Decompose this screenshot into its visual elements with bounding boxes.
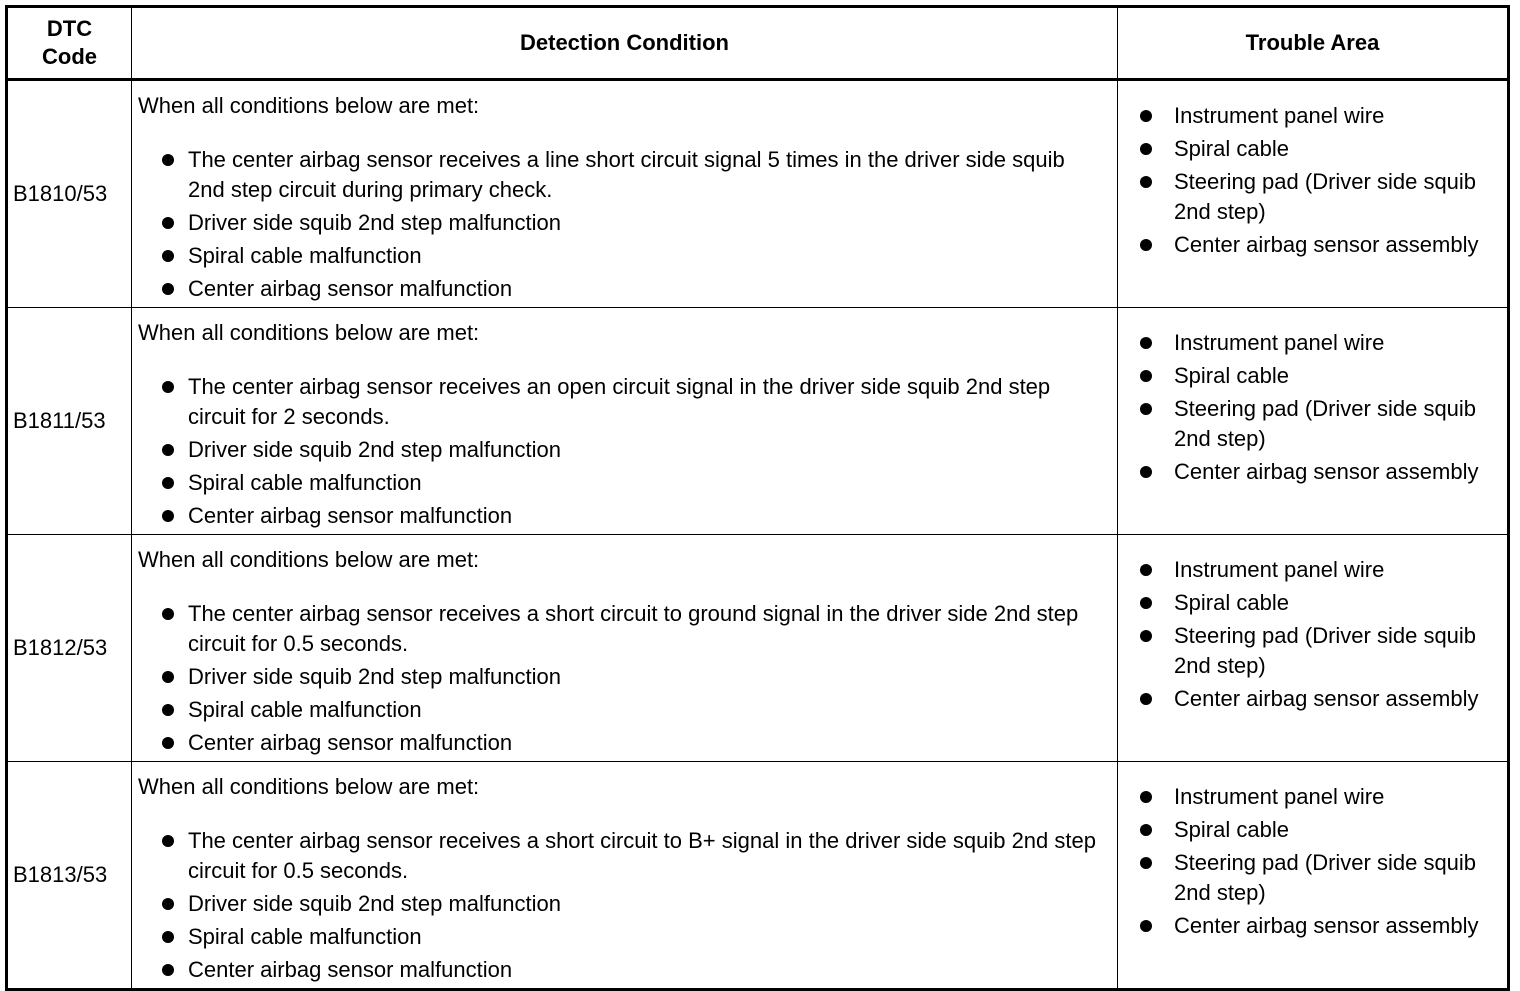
bullet-icon (162, 931, 174, 943)
bullet-icon (1140, 176, 1152, 188)
list-item: Steering pad (Driver side squib 2nd step) (1140, 621, 1497, 681)
dtc-code-cell: B1810/53 (7, 80, 132, 308)
list-item: Center airbag sensor malfunction (144, 501, 1105, 531)
detection-condition-cell (132, 535, 1118, 762)
area-list (1140, 328, 1497, 487)
list-item: Steering pad (Driver side squib 2nd step) (1140, 167, 1497, 227)
list-item: Spiral cable (1140, 134, 1497, 164)
detection-condition-cell (132, 308, 1118, 535)
list-item: The center airbag sensor receives an open circuit signal in the driver side squib 2nd step circuit for 2 seconds. (144, 372, 1105, 432)
list-item: Driver side squib 2nd step malfunction (144, 435, 1105, 465)
bullet-icon (162, 835, 174, 847)
table-row (7, 80, 1509, 308)
condition-list (138, 145, 1105, 304)
list-item: The center airbag sensor receives a short circuit to B+ signal in the driver side squib 2nd step circuit for 0.5 seconds. (144, 826, 1105, 886)
list-item: The center airbag sensor receives a short circuit to ground signal in the driver side 2nd step circuit for 0.5 seconds. (144, 599, 1105, 659)
bullet-icon (1140, 630, 1152, 642)
detection-condition-cell (132, 762, 1118, 990)
list-item: Spiral cable malfunction (144, 241, 1105, 271)
bullet-icon (1140, 791, 1152, 803)
list-item: Spiral cable (1140, 588, 1497, 618)
area-list (1140, 101, 1497, 260)
condition-intro: When all conditions below are met: (138, 320, 480, 345)
trouble-area-cell (1118, 80, 1509, 308)
condition-intro: When all conditions below are met: (138, 774, 480, 799)
bullet-icon (162, 381, 174, 393)
bullet-icon (1140, 403, 1152, 415)
list-item: Instrument panel wire (1140, 555, 1497, 585)
bullet-icon (162, 283, 174, 295)
header-dtc-code: DTC Code (7, 7, 132, 80)
bullet-icon (162, 444, 174, 456)
list-item: Steering pad (Driver side squib 2nd step) (1140, 848, 1497, 908)
list-item: Spiral cable malfunction (144, 468, 1105, 498)
bullet-icon (1140, 466, 1152, 478)
condition-intro: When all conditions below are met: (138, 547, 480, 572)
list-item: Center airbag sensor assembly (1140, 684, 1497, 714)
bullet-icon (162, 510, 174, 522)
list-item: Center airbag sensor malfunction (144, 728, 1105, 758)
condition-list (138, 826, 1105, 985)
dtc-table (5, 5, 1510, 991)
bullet-icon (1140, 337, 1152, 349)
list-item: Instrument panel wire (1140, 101, 1497, 131)
dtc-code-cell: B1812/53 (7, 535, 132, 762)
list-item: Center airbag sensor malfunction (144, 955, 1105, 985)
bullet-icon (162, 154, 174, 166)
list-item: Spiral cable malfunction (144, 922, 1105, 952)
list-item: Steering pad (Driver side squib 2nd step) (1140, 394, 1497, 454)
bullet-icon (162, 608, 174, 620)
dtc-code-cell: B1811/53 (7, 308, 132, 535)
list-item: Driver side squib 2nd step malfunction (144, 662, 1105, 692)
bullet-icon (162, 477, 174, 489)
bullet-icon (1140, 239, 1152, 251)
bullet-icon (162, 704, 174, 716)
header-detection-condition: Detection Condition (132, 7, 1118, 80)
header-row (7, 7, 1509, 80)
trouble-area-cell (1118, 762, 1509, 990)
list-item: Instrument panel wire (1140, 782, 1497, 812)
condition-intro: When all conditions below are met: (138, 93, 480, 118)
bullet-icon (1140, 564, 1152, 576)
bullet-icon (162, 737, 174, 749)
bullet-icon (162, 671, 174, 683)
bullet-icon (1140, 693, 1152, 705)
list-item: Center airbag sensor assembly (1140, 230, 1497, 260)
list-item: The center airbag sensor receives a line short circuit signal 5 times in the driver side squib 2nd step circuit during primary check. (144, 145, 1105, 205)
bullet-icon (1140, 920, 1152, 932)
area-list (1140, 782, 1497, 941)
header-trouble-area: Trouble Area (1118, 7, 1509, 80)
bullet-icon (1140, 370, 1152, 382)
list-item: Center airbag sensor malfunction (144, 274, 1105, 304)
detection-condition-cell (132, 80, 1118, 308)
list-item: Center airbag sensor assembly (1140, 911, 1497, 941)
table-row (7, 308, 1509, 535)
bullet-icon (162, 964, 174, 976)
table-row (7, 535, 1509, 762)
table-row (7, 762, 1509, 990)
list-item: Instrument panel wire (1140, 328, 1497, 358)
bullet-icon (1140, 857, 1152, 869)
area-list (1140, 555, 1497, 714)
bullet-icon (1140, 143, 1152, 155)
condition-list (138, 599, 1105, 758)
bullet-icon (1140, 597, 1152, 609)
list-item: Center airbag sensor assembly (1140, 457, 1497, 487)
bullet-icon (1140, 110, 1152, 122)
trouble-area-cell (1118, 308, 1509, 535)
bullet-icon (162, 217, 174, 229)
dtc-code-cell: B1813/53 (7, 762, 132, 990)
trouble-area-cell (1118, 535, 1509, 762)
bullet-icon (1140, 824, 1152, 836)
list-item: Spiral cable (1140, 815, 1497, 845)
bullet-icon (162, 250, 174, 262)
list-item: Spiral cable (1140, 361, 1497, 391)
table-body (7, 80, 1509, 990)
list-item: Driver side squib 2nd step malfunction (144, 889, 1105, 919)
list-item: Driver side squib 2nd step malfunction (144, 208, 1105, 238)
condition-list (138, 372, 1105, 531)
bullet-icon (162, 898, 174, 910)
table-header (7, 7, 1509, 80)
list-item: Spiral cable malfunction (144, 695, 1105, 725)
